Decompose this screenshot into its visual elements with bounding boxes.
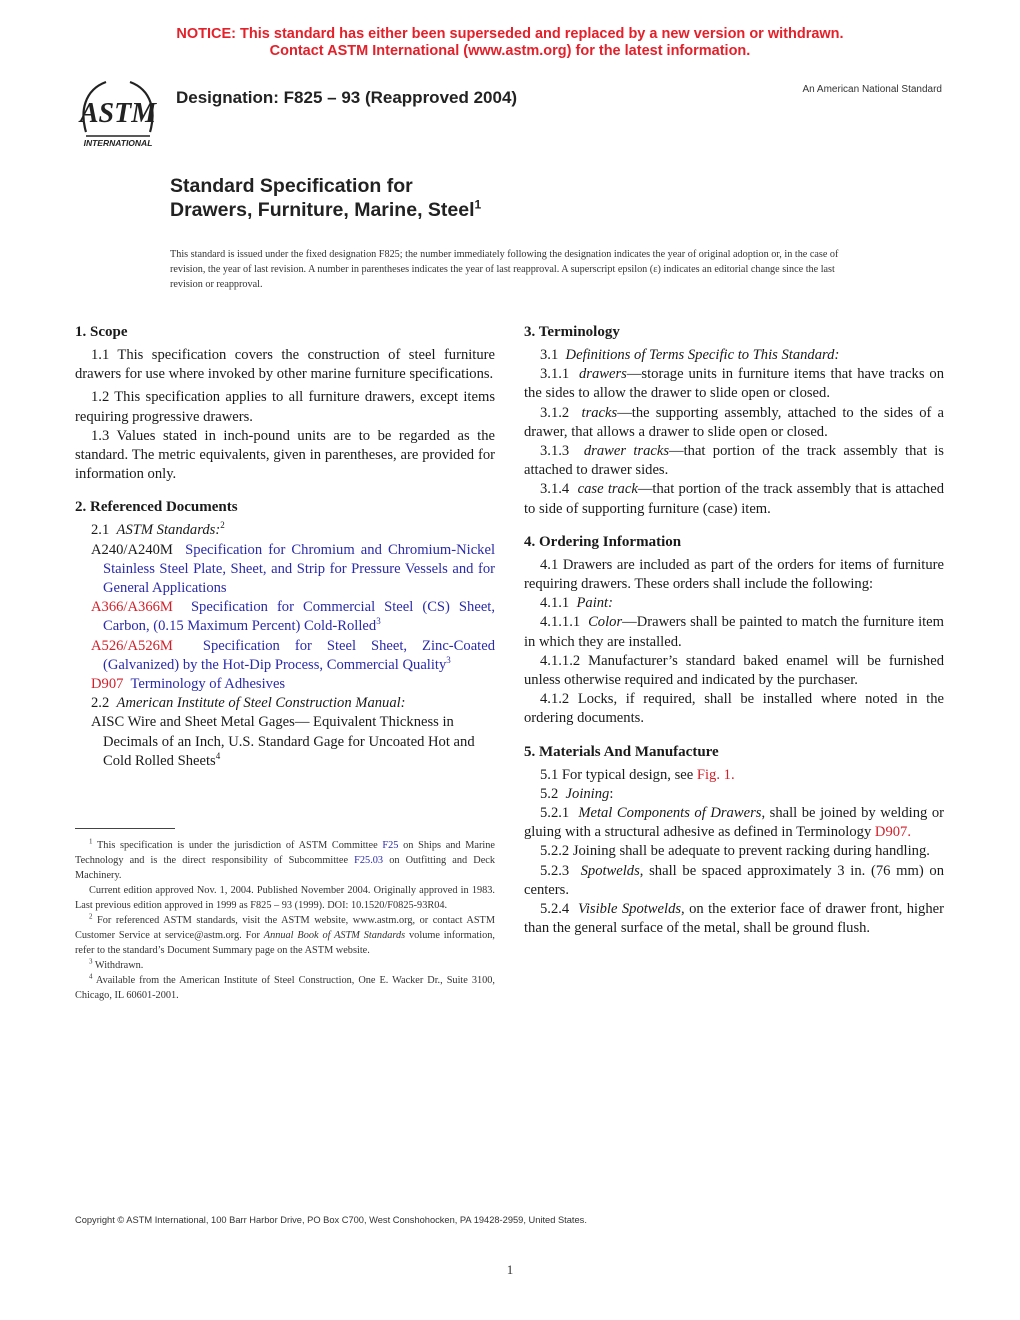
scope-1-3: 1.3 Values stated in inch-pound units are to be regarded as the standard. The metric equivalents, given in parentheses, are provided for information only. (75, 427, 495, 483)
astm-logo (76, 76, 160, 150)
footnote-3: $^3$ Withdrawn. (89, 957, 144, 971)
definition-case-track: 3.1.4 case track—that portion of the track assembly that is attached to side of supporting furniture (case) item. (524, 481, 944, 517)
definition-drawers: 3.1.1 drawers—storage units in furniture items that have tracks on the sides to allow the drawer to slide open or closed. (524, 366, 945, 402)
section-scope-heading: 1. Scope (75, 324, 128, 340)
section-ordering-heading: 4. Ordering Information (524, 533, 682, 550)
section-referenced-documents-heading: 2. Referenced Documents (75, 499, 238, 516)
ref-a366: A366/A366M Specification for Commercial Steel (CS) Sheet, Carbon, (0.15 Maximum Percent) Cold-Rolled$^3$ (91, 599, 496, 635)
footnote-1: $^1$ This specification is under the jurisdiction of ASTM Committee F25 on Ships and Marine Technology and is the direct responsibility of Subcommittee F25.03 on Outfitting and Deck Machinery. (75, 837, 496, 881)
f25-link[interactable]: F25 (382, 840, 399, 851)
ref-d907: D907 Terminology of Adhesives (91, 676, 286, 693)
footnote-4: $^4$ Available from the American Institute of Steel Construction, One E. Wacker Dr., Suite 3100, Chicago, IL 60601-2001. (75, 972, 496, 1001)
materials-5-2-4: 5.2.4 Visible Spotwelds, on the exterior face of drawer front, higher than the general surface of the metal, shall be ground flush. (524, 901, 944, 937)
document-title (170, 174, 481, 222)
terminology-3-1: 3.1 Definitions of Terms Specific to This Standard: (540, 347, 840, 363)
materials-5-2: 5.2 Joining: (540, 785, 614, 802)
logo-text: ASTM (79, 98, 157, 129)
section-terminology-heading: 3. Terminology (524, 324, 620, 340)
footnote-1-edition: Current edition approved Nov. 1, 2004. Published November 2004. Originally approved in 1983. Last previous edition approved in 1999 as F825 – 93 (1999). DOI: 10.1520/F0825-93R04. (75, 885, 495, 911)
title-line-1: Standard Specification for (170, 175, 413, 197)
issuance-statement: This standard is issued under the fixed designation F825; the number immediately following the designation indicates the year of original adoption or, in the case of revision, the year of last revision. A number in parentheses indicates the year of last reapproval. A superscript epsilon (ε) indicates an editorial change since the last revision or reapproval. (170, 249, 839, 290)
footnote-2: $^2$ For referenced ASTM standards, visit the ASTM website, www.astm.org, or contact ASTM Customer Service at service@astm.org. For Annual Book of ASTM Standards volume information, refer to the standard’s Document Summary page on the ASTM website. (75, 912, 495, 956)
logo-subtext: INTERNATIONAL (83, 138, 153, 148)
materials-5-2-3: 5.2.3 Spotwelds, shall be spaced approximately 3 in. (76 mm) on centers. (524, 862, 944, 898)
ordering-4-1-1: 4.1.1 Paint: (540, 595, 613, 612)
footnotes (75, 838, 495, 1003)
ref-a240-link[interactable]: Specification for Chromium and Chromium-Nickel Stainless Steel Plate, Sheet, and Strip for Pressure Vessels and for General Applications (103, 541, 496, 597)
d907-link[interactable]: D907 (874, 824, 908, 841)
title-footnote-ref: 1 (474, 197, 482, 212)
right-column (524, 322, 944, 938)
notice-line-2: Contact ASTM International (www.astm.org) for the latest information. (269, 43, 751, 59)
fig-1-link[interactable]: Fig. 1 (696, 766, 731, 783)
designation: Designation: F825 – 93 (Reapproved 2004) (176, 88, 518, 107)
ordering-4-1-1-1: 4.1.1.1 Color—Drawers shall be painted to match the furniture item in which they are installed. (524, 614, 945, 650)
ref-a526-link[interactable]: Specification for Steel Sheet, Zinc-Coated (Galvanized) by the Hot-Dip Process, Commercial Quality (103, 637, 495, 673)
scope-1-2: 1.2 This specification applies to all furniture drawers, except items requiring progressive drawers. (75, 389, 495, 425)
refdocs-2-1: 2.1 ASTM Standards:$^2$ (91, 520, 225, 539)
definition-drawer-tracks: 3.1.3 drawer tracks—that portion of the track assembly that is attached to drawer sides. (524, 443, 944, 479)
ordering-4-1-2: 4.1.2 Locks, if required, shall be installed where noted in the ordering documents. (524, 691, 944, 727)
materials-5-2-1: 5.2.1 Metal Components of Drawers, shall be joined by welding or gluing with a structural adhesive as defined in Terminology D907. (524, 805, 945, 841)
definition-tracks: 3.1.2 tracks—the supporting assembly, attached to the sides of a drawer, that allows a drawer to slide open or closed. (524, 404, 945, 440)
f25-03-link[interactable]: F25.03 (354, 855, 384, 866)
ordering-4-1: 4.1 Drawers are included as part of the orders for items of furniture requiring drawers. These orders shall include the following: (524, 556, 944, 593)
page-number: 1 (506, 1262, 514, 1277)
ref-a240: A240/A240M Specification for Chromium and Chromium-Nickel Stainless Steel Plate, Sheet, and Strip for Pressure Vessels and for General Applications (91, 541, 496, 597)
left-column (75, 322, 495, 771)
notice-line-1: NOTICE: This standard has either been superseded and replaced by a new version or withdrawn. (176, 26, 844, 42)
scope-1-1: 1.1 This specification covers the construction of steel furniture drawers for use where invoked by other marine furniture specifications. (75, 347, 495, 383)
withdrawal-notice (0, 26, 1020, 60)
refdocs-2-2: 2.2 American Institute of Steel Construction Manual: (91, 695, 406, 712)
ref-a366-link[interactable]: Specification for Commercial Steel (CS) Sheet, Carbon, (0.15 Maximum Percent) Cold-Rolled (103, 599, 496, 635)
american-national-standard-label: An American National Standard (802, 84, 942, 95)
ref-d907-link[interactable]: Terminology of Adhesives (130, 676, 286, 693)
copyright: Copyright © ASTM International, 100 Barr Harbor Drive, PO Box C700, West Conshohocken, PA 19428-2959, United States. (75, 1215, 587, 1225)
title-line-2: Drawers, Furniture, Marine, Steel (170, 199, 475, 221)
ordering-4-1-1-2: 4.1.1.2 Manufacturer’s standard baked enamel will be furnished unless otherwise required and indicated by the purchaser. (524, 652, 944, 689)
ref-a526: A526/A526M Specification for Steel Sheet, Zinc-Coated (Galvanized) by the Hot-Dip Process, Commercial Quality$^3$ (91, 637, 495, 673)
ref-aisc: AISC Wire and Sheet Metal Gages— Equivalent Thickness in Decimals of an Inch, U.S. Standard Gage for Uncoated Hot and Cold Rolled Sheets$^4$ (91, 714, 475, 769)
footnote-rule (75, 828, 175, 829)
section-materials-heading: 5. Materials And Manufacture (524, 743, 719, 760)
materials-5-2-2: 5.2.2 Joining shall be adequate to prevent racking during handling. (540, 843, 930, 860)
materials-5-1: 5.1 For typical design, see Fig. 1. (540, 766, 735, 783)
